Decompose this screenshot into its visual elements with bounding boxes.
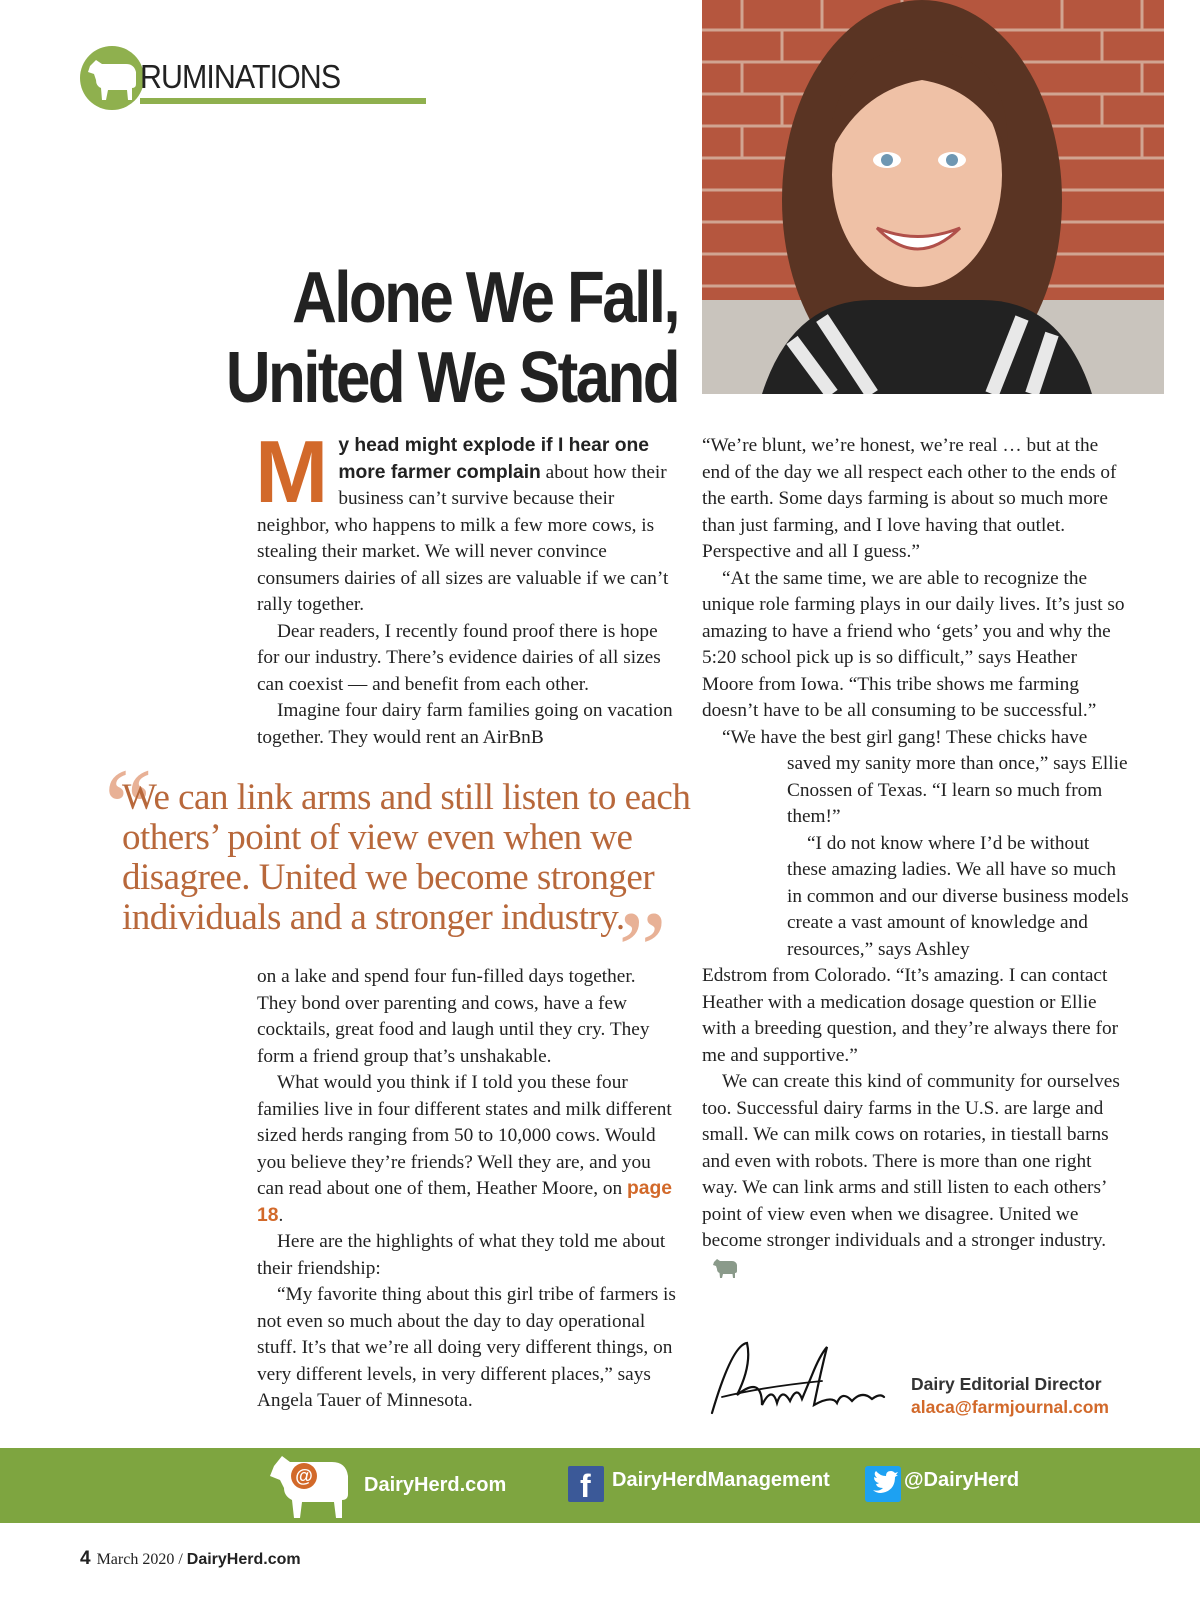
pull-quote: We can link arms and still listen to each others’ point of view even when we disagree. United we become stronger individuals and a stronger industry. [122, 777, 691, 938]
body-paragraph: “At the same time, we are able to recognize the unique role farming plays in our daily lives. It’s just so amazing to have a friend who ‘gets’ you and why the 5:20 school pick up is so difficult,” says Heather Moore from Iowa. “This tribe shows me farming doesn’t have to be all consuming to be successful.” [702, 567, 1125, 721]
body-paragraph: Edstrom from Colorado. “It’s amazing. I can contact Heather with a medication dosage question or Ellie with a breeding question, and they’re always there for me and supportive.” [702, 965, 1119, 1066]
svg-text:@: @ [295, 1466, 313, 1486]
signer-title: Dairy Editorial Director [911, 1374, 1102, 1394]
headline-line-2: United We Stand [225, 338, 678, 418]
body-paragraph: Here are the highlights of what they told me about their friendship: [257, 1231, 666, 1279]
article-column-1-top [255, 422, 679, 751]
facebook-f-glyph: f [580, 1468, 591, 1504]
article-column-2 [702, 433, 1130, 1281]
body-text: . [278, 1204, 284, 1226]
body-paragraph: “We’re blunt, we’re honest, we’re real … but at the end of the day we all respect each other to the ends of the earth. Some days farming is about so much more than just farming, and I love having that outlet. Perspective and all I guess.” [702, 435, 1117, 562]
section-name: RUMINATIONS [140, 58, 341, 95]
body-paragraph: Imagine four dairy farm families going on vacation together. They would rent an AirBnB [257, 700, 673, 748]
body-paragraph: Dear readers, I recently found proof there is hope for our industry. There’s evidence dairies of all sizes can coexist — and benefit from each other. [257, 620, 661, 695]
body-paragraph: “My favorite thing about this girl tribe of farmers is not even so much about the day to day operational stuff. It’s that we’re all doing very different things, on very different levels, in very different places,” says Angela Tauer of Minnesota. [257, 1284, 676, 1411]
cow-at-icon [268, 1452, 360, 1520]
twitter-link[interactable]: @DairyHerd [904, 1469, 1020, 1491]
issue-date: March 2020 / [96, 1551, 187, 1568]
end-mark-cow-icon [712, 1257, 740, 1279]
body-paragraph: on a lake and spend four fun-filled days together. They bond over parenting and cows, have a few cocktails, great food and laugh until they cry. They form a friend group that’s unshakable. [257, 966, 650, 1067]
body-paragraph: saved my sanity more than once,” says Ellie Cnossen of Texas. “I learn so much from them!” [787, 753, 1128, 827]
article-column-1-bottom [257, 964, 679, 1415]
author-portrait [702, 0, 1164, 394]
body-text: We can create this kind of community for ourselves too. Successful dairy farms in the U.S. are large and small. We can milk cows on rotaries, in tiestall barns and even with robots. There is more than one right way. We can link arms and still listen to each others’ point of view even when we disagree. United we become stronger individuals and a stronger industry. [702, 1071, 1120, 1251]
page-reference-link[interactable]: page 18 [257, 1178, 672, 1226]
body-paragraph: “I do not know where I’d be without these amazing ladies. We all have so much in common and our diverse business models create a vast amount of knowledge and resources,” says Ashley [787, 832, 1129, 960]
pull-quote-open-mark: “ [104, 746, 153, 868]
closing-paragraph [702, 1069, 1130, 1281]
author-signature [702, 1335, 892, 1430]
body-paragraph [257, 1070, 679, 1229]
page-number: 4 [80, 1548, 91, 1569]
article-headline [224, 258, 678, 418]
twitter-icon[interactable] [865, 1466, 901, 1502]
section-underline [140, 98, 426, 104]
body-text: What would you think if I told you these four families live in four different states and milk different sized herds ranging from 50 to 10,000 cows. Would you believe they’re friends? Well they are, and you can read about one of them, Heather Moore, on [257, 1072, 672, 1199]
page-folio [80, 1548, 301, 1570]
cow-icon [86, 54, 142, 102]
section-logo [80, 46, 360, 110]
lead-bold-text: y head might explode if I hear one more farmer complain [338, 435, 650, 483]
pull-quote-close-mark: ” [618, 889, 667, 1011]
body-paragraph: “We have the best girl gang! These chicks have [722, 726, 1088, 748]
drop-cap: M [255, 422, 329, 521]
lead-text: about how their business can’t survive because their neighbor, who happens to milk a few more cows, is stealing their market. We will never convince consumers dairies of all sizes are valuable if we can’t rally together. [257, 461, 669, 615]
facebook-link[interactable]: DairyHerdManagement [612, 1469, 830, 1491]
folio-site: DairyHerd.com [186, 1551, 301, 1568]
website-link[interactable]: DairyHerd.com [364, 1474, 507, 1496]
signer-email-link[interactable]: alaca@farmjournal.com [911, 1397, 1109, 1417]
headline-line-1: Alone We Fall, [292, 258, 678, 338]
lead-paragraph [255, 422, 679, 619]
